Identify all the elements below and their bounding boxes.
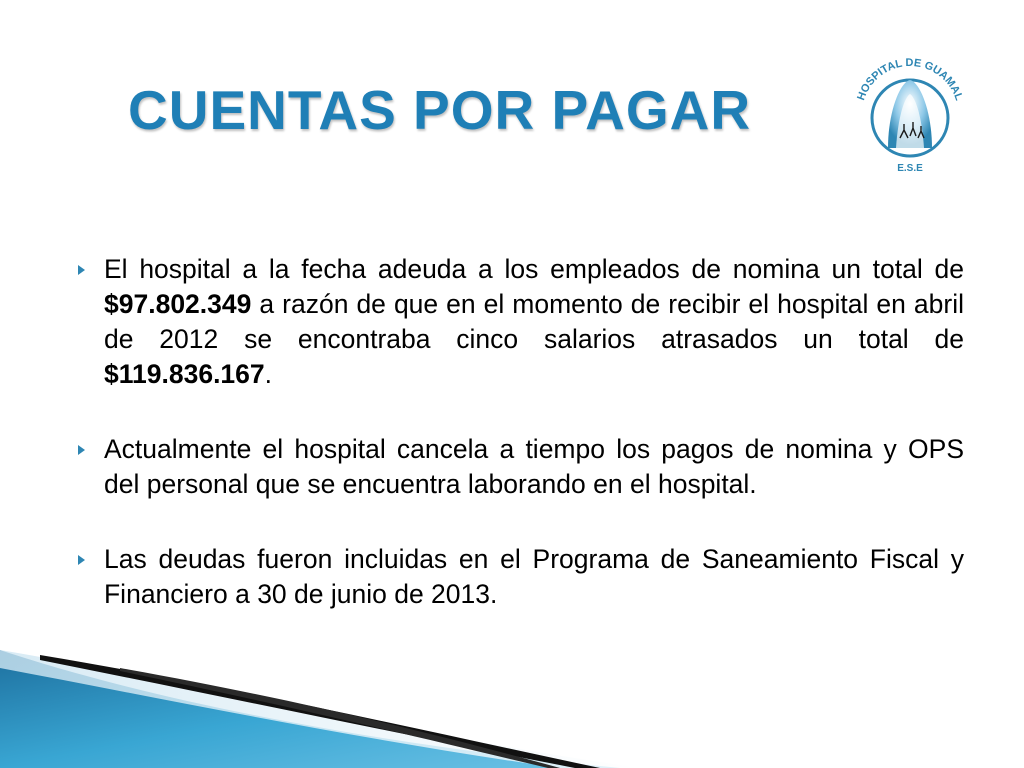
bullet-arrow-icon (78, 445, 85, 455)
slide-title: CUENTAS POR PAGAR (128, 79, 752, 141)
bullet-text: Las deudas fueron incluidas en el Programa de Saneamiento Fiscal y Financiero a 30 de junio de 2013. (104, 544, 964, 609)
bullet-list (74, 252, 964, 652)
bullet-text: a razón de que en el momento de recibir el hospital en abril de 2012 se encontraba cinco salarios atrasados un total de (104, 289, 964, 354)
bullet-item (74, 252, 964, 392)
amount-arrears: $119.836.167 (104, 359, 265, 389)
logo-ring-text: HOSPITAL DE GUAMAL (855, 56, 965, 103)
logo-bottom-text: E.S.E (897, 163, 923, 174)
bullet-text: Actualmente el hospital cancela a tiempo los pagos de nomina y OPS del personal que se encuentra laborando en el hospital. (104, 434, 964, 499)
bullet-arrow-icon (78, 265, 85, 275)
bullet-item (74, 432, 964, 502)
bullet-text: . (264, 359, 273, 389)
bullet-text: El hospital a la fecha adeuda a los empleados de nomina un total de (104, 254, 964, 284)
hospital-logo-icon (848, 52, 972, 176)
bullet-item (74, 542, 964, 612)
amount-owed: $97.802.349 (104, 289, 252, 319)
bullet-arrow-icon (78, 555, 85, 565)
